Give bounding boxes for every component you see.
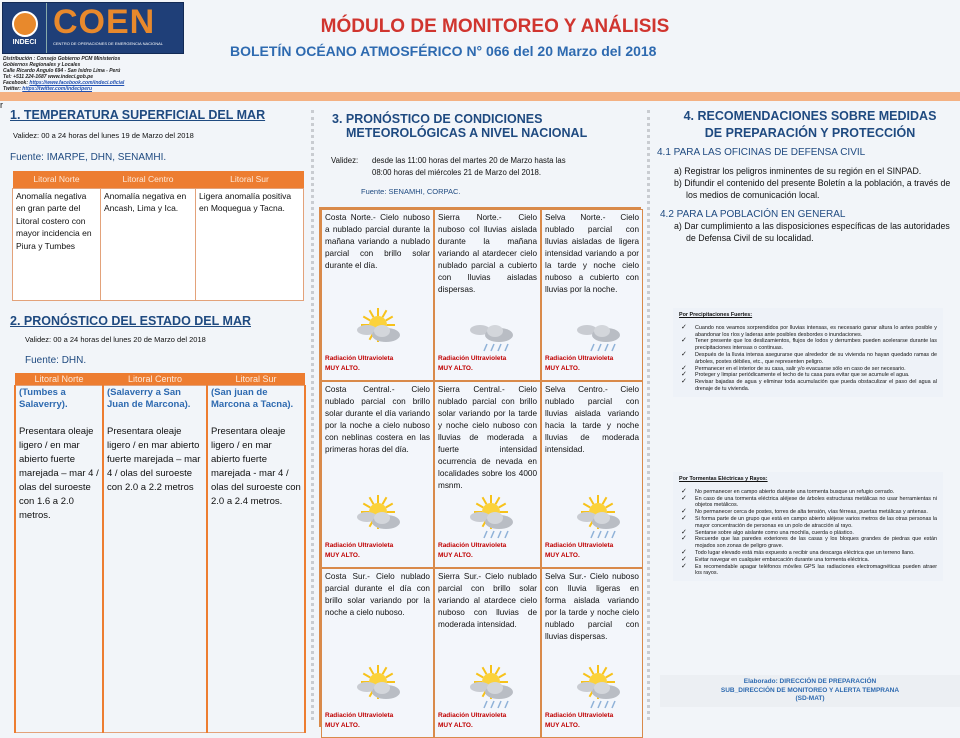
validity-label: Validez:	[331, 156, 359, 165]
uv-level: MUY ALTO.	[438, 552, 473, 559]
uv-label	[325, 541, 393, 561]
recommendation-item: ✓ Es recomendable apagar teléfonos móviles GPS las radiaciones electromagnéticas pueden atraer los rayos.	[679, 564, 937, 578]
uv-level: MUY ALTO.	[545, 722, 580, 729]
uv-level: MUY ALTO.	[325, 722, 360, 729]
page-title: MÓDULO DE MONITOREO Y ANÁLISIS	[320, 16, 670, 37]
recommendation-item: ✓ Evitar navegar en cualquier embarcación durante una tormenta eléctrica.	[679, 557, 937, 564]
recommendation-item: ✓ En caso de una tormenta eléctrica aléjese de árboles estructuras metálicas no usar herramientas ni objetos metálicos.	[679, 496, 937, 510]
uv-level: MUY ALTO.	[545, 552, 580, 559]
forecast-text: Sierra Central.- Cielo nublado parcial con brillo solar variando por la tarde y noche cielo nuboso con lluvias de moderada a fuerte intensidad ocurrencia de nevada en localidades sobre los 4000 msnm.	[438, 385, 537, 490]
contact-line: Gobiernos Regionales y Locales	[3, 62, 81, 68]
sea-temperature-table	[12, 171, 304, 301]
table-cell: Presentara oleaje ligero / en mar abierto fuerte marejada – mar 4 / olas del suroeste con 2.0 a 2.2 metros	[107, 425, 201, 493]
section-1-validity: Validez: 00 a 24 horas del lunes 19 de Marzo del 2018	[13, 131, 194, 140]
contact-line: Distribución : Consejo Gobierno PCM Ministerios	[3, 56, 121, 62]
recommendation-item: ✓ Sentarse sobre algo aislante como una mochila, cuerda o plástico.	[679, 530, 937, 537]
section-1-title: 1. TEMPERATURA SUPERFICIAL DEL MAR	[10, 108, 266, 122]
uv-label	[438, 711, 506, 731]
section-3-title-line: 3. PRONÓSTICO DE CONDICIONES	[332, 112, 543, 126]
forecast-text: Selva Centro.- Cielo nublado parcial con lluvias aislada variando hacia la tarde y noche lluvias de moderada intensidad.	[545, 385, 639, 454]
uv-level: MUY ALTO.	[325, 552, 360, 559]
forecast-cell	[321, 568, 434, 738]
uv-label	[325, 354, 393, 374]
forecast-text: Costa Norte.- Cielo nuboso a nublado parcial durante la mañana variando a nublado parcial con brillo solar durante el día.	[325, 213, 430, 270]
table-cell: Ligera anomalía positiva en Moquegua y Tacna.	[196, 188, 304, 300]
column-header: Litoral Sur	[196, 171, 304, 188]
footer-line: SUB_DIRECCIÓN DE MONITOREO Y ALERTA TEMPRANA	[720, 686, 900, 694]
forecast-cell	[541, 381, 643, 568]
contact-info	[3, 56, 183, 92]
section-2-validity: Validez: 00 a 24 horas del lunes 20 de Marzo del 2018	[25, 335, 206, 344]
zone-label: (Tumbes a Salaverry).	[19, 386, 68, 410]
box-title: Por Tormentas Eléctricas y Rayos:	[679, 476, 768, 482]
section-2-source: Fuente: DHN.	[25, 355, 87, 366]
twitter-label: Twitter:	[3, 86, 21, 92]
weather-forecast-grid	[319, 207, 641, 727]
sea-state-table	[14, 373, 306, 733]
facebook-label: Facebook:	[3, 80, 29, 86]
section-1-source: Fuente: IMARPE, DHN, SENAMHI.	[10, 152, 167, 163]
section-3-title-line: METEOROLÓGICAS A NIVEL NACIONAL	[346, 126, 588, 140]
uv-title: Radiación Ultravioleta	[325, 712, 394, 719]
section-4-title: DE PREPARACIÓN Y PROTECCIÓN	[704, 126, 916, 140]
facebook-link[interactable]: https://www.facebook.com/indeci.oficial	[29, 80, 125, 86]
recommendation-item: ✓ Después de la lluvia intensa asegurarse que alrededor de su vivienda no hayan quedado ramas de árboles, postes débiles, etc., que representen peligro.	[679, 352, 937, 366]
forecast-cell	[541, 209, 643, 381]
forecast-cell	[321, 209, 434, 381]
uv-label	[545, 711, 613, 731]
recommendation-item: ✓ Cuando nos veamos sorprendidos por lluvias intensas, es necesario ganar altura lo antes posible y abandonar los ríos y laderas ante posibles desbordes o inundaciones.	[679, 325, 937, 339]
subsection-title: 4.2 PARA LA POBLACIÓN EN GENERAL	[660, 209, 846, 220]
bulletin-subtitle: BOLETÍN OCÉANO ATMOSFÉRICO N° 066 del 20 Marzo del 2018	[230, 43, 657, 59]
uv-title: Radiación Ultravioleta	[325, 542, 394, 549]
forecast-text: Selva Norte.- Cielo nublado parcial con lluvias aisladas de ligera intensidad variando a por la tarde y noche cielo nuboso a cubierto con lluvias por la noche.	[545, 213, 639, 294]
uv-title: Radiación Ultravioleta	[438, 542, 507, 549]
recommendation-item: ✓ Todo lugar elevado está más expuesto a recibir una descarga eléctrica que un terreno llano.	[679, 550, 937, 557]
uv-level: MUY ALTO.	[325, 365, 360, 372]
column-header: Litoral Sur	[207, 373, 305, 385]
contact-line: Tel: +511 224-1687 www.indeci.gob.pe	[3, 74, 93, 80]
recommendation-item: ✓ Si forma parte de un grupo que está en campo abierto aléjese varios metros de las otras personas la mayor concentración de personas es un polo de atracción al rayo.	[679, 516, 937, 530]
forecast-cell	[541, 568, 643, 738]
column-header: Litoral Norte	[13, 171, 101, 188]
uv-label	[325, 711, 393, 731]
forecast-text: Costa Central.- Cielo nublado parcial con brillo solar durante el día variando por la noche a cielo nuboso con neblinas costera en las primeras horas del día.	[325, 385, 430, 454]
column-divider	[647, 110, 650, 720]
section-3-title	[330, 112, 630, 140]
zone-label: (San juan de Marcona a Tacna).	[211, 386, 294, 410]
stray-mark: r	[0, 100, 3, 110]
recommendation-item: ✓ No permanecer cerca de postes, torres de alta tensión, vías férreas, puertas metálicas y antenas.	[679, 509, 937, 516]
recommendation-item: ✓ No permanecer en campo abierto durante una tormenta busque un refugio cerrado.	[679, 489, 937, 496]
uv-title: Radiación Ultravioleta	[545, 355, 614, 362]
section-3-validity	[331, 155, 566, 179]
recommendation-item: ✓ Recuerde que las paredes exteriores de las casas y los bloques grandes de piedras que están mojados son zonas de peligro grave.	[679, 536, 937, 550]
validity-text: 08:00 horas del miércoles 21 de Marzo del 2018.	[372, 168, 542, 177]
section-4	[657, 108, 960, 244]
forecast-text: Costa Sur.- Cielo nublado parcial durante el día con brillo solar variando por la noche a cielo nuboso.	[325, 572, 430, 617]
zone-label: (Salaverry a San Juan de Marcona).	[107, 386, 191, 410]
uv-level: MUY ALTO.	[545, 365, 580, 372]
recommendation-item: b) Difundir el contenido del presente Boletín a la población, a través de los medios de comunicación local.	[674, 178, 951, 200]
section-2-title: 2. PRONÓSTICO DEL ESTADO DEL MAR	[10, 314, 251, 328]
validity-text: desde las 11:00 horas del martes 20 de Marzo hasta las	[372, 156, 566, 165]
column-header: Litoral Centro	[103, 373, 207, 385]
logo-subtext: CENTRO DE OPERACIONES DE EMERGENCIA NACIONAL	[53, 41, 164, 46]
recommendation-item: a) Dar cumplimiento a las disposiciones específicas de las autoridades de Defensa Civil de su localidad.	[674, 221, 950, 243]
forecast-text: Selva Sur.- Cielo nuboso con lluvia ligeras en forma aislada variando por la tarde y noche cielo nublado parcial con lluvias dispersas.	[545, 572, 639, 641]
forecast-cell	[434, 381, 541, 568]
footer-line: (SD-MAT)	[795, 695, 825, 702]
footer-credit	[660, 675, 960, 707]
contact-line: Calle Ricardo Angulo 694 - San Isidro Lima - Perú	[3, 68, 121, 74]
storm-recommendations	[673, 472, 943, 581]
logo-text: COEN	[53, 3, 156, 41]
recommendation-item: ✓ Proteger y limpiar periódicamente el techo de tu casa para evitar que se acumule el agua.	[679, 372, 937, 379]
forecast-cell	[434, 209, 541, 381]
uv-label	[438, 354, 506, 374]
uv-label	[545, 354, 613, 374]
twitter-link[interactable]: https://twitter.com/indeciperu	[22, 86, 92, 92]
table-cell: Anomalía negativa en Ancash, Lima y Ica.	[101, 188, 196, 300]
uv-title: Radiación Ultravioleta	[325, 355, 394, 362]
subsection-title: 4.1 PARA LAS OFICINAS DE DEFENSA CIVIL	[657, 147, 866, 158]
forecast-cell	[434, 568, 541, 738]
uv-label	[545, 541, 613, 561]
logo-org: INDECI	[12, 38, 37, 46]
forecast-cell	[321, 381, 434, 568]
column-divider	[311, 110, 314, 720]
uv-title: Radiación Ultravioleta	[545, 542, 614, 549]
recommendation-item: ✓ Revisar bajadas de agua y eliminar toda acumulación que pueda obstaculizar el paso del agua al drenaje de tu vivienda.	[679, 379, 937, 393]
forecast-text: Sierra Norte.- Cielo nuboso col lluvias aislada durante la mañana variando al atardecer cielo nublado parcial a cubierto con lluvias aisladas dispersas.	[438, 213, 537, 294]
table-cell: Presentara oleaje ligero / en mar abierto fuerte marejada - mar 4 / olas del suroeste con 2.0 a 2.4 metros.	[211, 425, 301, 507]
footer-line: Elaborado: DIRECCIÓN DE PREPARACIÓN	[743, 678, 877, 685]
table-cell: Anomalía negativa en gran parte del Litoral costero con mayor incidencia en Piura y Tumbes	[13, 188, 101, 300]
recommendation-item: ✓ Tener presente que los deslizamientos, flujos de lodos y derrumbes pueden acelerarse durante las precipitaciones intensas o continuas.	[679, 338, 937, 352]
header-divider	[0, 92, 960, 101]
column-header: Litoral Centro	[101, 171, 196, 188]
uv-level: MUY ALTO.	[438, 365, 473, 372]
table-cell: Presentara oleaje ligero / en mar abierto fuerte marejada – mar 4 / olas del suroeste con 1.6 a 2.0 metros.	[19, 425, 99, 521]
section-4-title: 4. RECOMENDACIONES SOBRE MEDIDAS	[683, 109, 937, 123]
forecast-text: Sierra Sur.- Cielo nublado parcial con brillo solar variando al atardece cielo nuboso con lluvias de moderada intensidad.	[438, 572, 537, 629]
uv-title: Radiación Ultravioleta	[438, 712, 507, 719]
recommendation-item: a) Registrar los peligros inminentes de su región en el SINPAD.	[674, 166, 922, 176]
heavy-rain-recommendations	[673, 308, 943, 397]
uv-title: Radiación Ultravioleta	[545, 712, 614, 719]
uv-level: MUY ALTO.	[438, 722, 473, 729]
column-header: Litoral Norte	[15, 373, 103, 385]
section-3-source: Fuente: SENAMHI, CORPAC.	[361, 187, 461, 196]
uv-title: Radiación Ultravioleta	[438, 355, 507, 362]
recommendation-item: ✓ Permanecer en el interior de su casa, salir y/o evacuarse sólo en caso de ser necesario.	[679, 366, 937, 373]
uv-label	[438, 541, 506, 561]
box-title: Por Precipitaciones Fuertes:	[679, 312, 753, 318]
